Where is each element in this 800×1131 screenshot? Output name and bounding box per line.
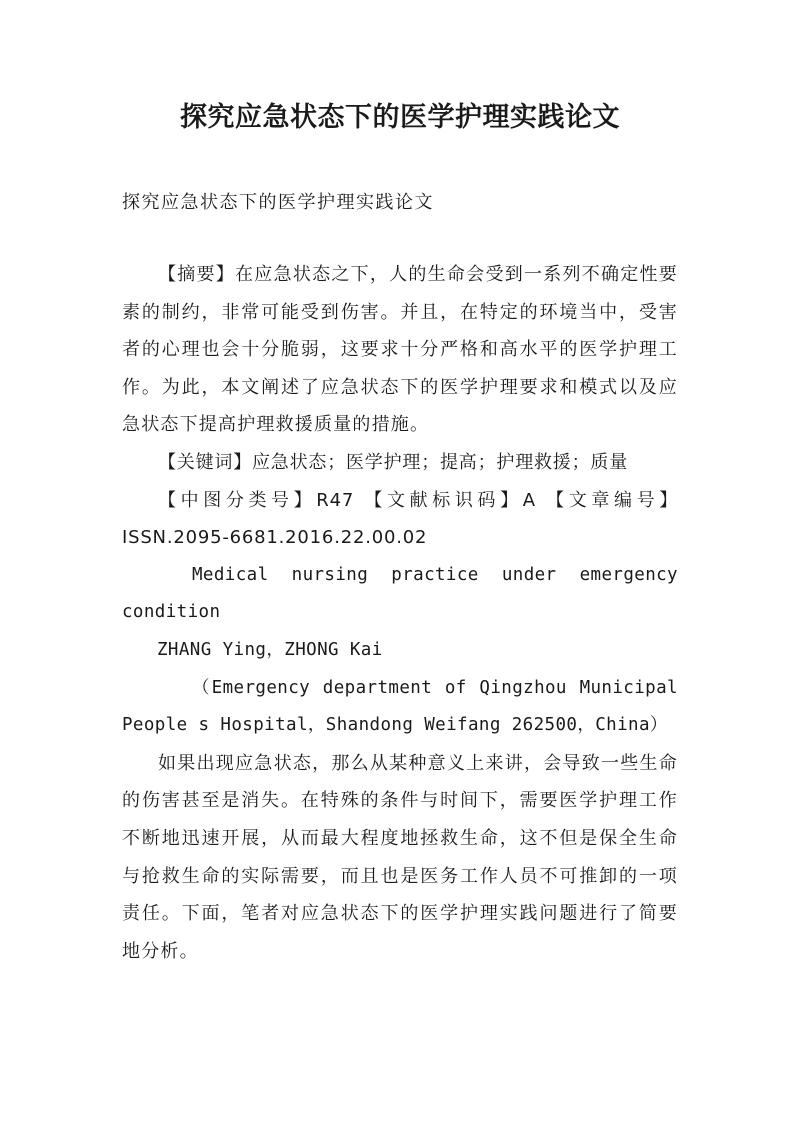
intro-paragraph: 如果出现应急状态，那么从某种意义上来讲，会导致一些生命的伤害甚至是消失。在特殊的条件与时间下，需要医学护理工作不断地迅速开展，从而最大程度地拯救生命，这不但是保全生命与抢救生命的实际需要，而且也是医务工作人员不可推卸的一项责任。下面，笔者对应急状态下的医学护理实践问题进行了简要地分析。: [122, 752, 678, 962]
document-title: 探究应急状态下的医学护理实践论文: [180, 102, 620, 133]
abstract-paragraph: 【摘要】在应急状态之下，人的生命会受到一系列不确定性要素的制约，非常可能受到伤害。并且，在特定的环境当中，受害者的心理也会十分脆弱，这要求十分严格和高水平的医学护理工作。为此，本文阐述了应急状态下的医学护理要求和模式以及应急状态下提高护理救援质量的措施。: [122, 264, 678, 436]
document-body: [122, 256, 678, 970]
affiliation-line: （Emergency department of Qingzhou Municipal People s Hospital，Shandong Weifang 262500，China）: [122, 677, 678, 736]
keywords-paragraph: 【关键词】应急状态；医学护理；提高；护理救援；质量: [158, 451, 628, 473]
english-title: Medical nursing practice under emergency condition: [122, 564, 678, 623]
classification-paragraph: 【中图分类号】R47 【文献标识码】A 【文章编号】ISSN.2095-6681.2016.22.00.02: [122, 489, 678, 549]
document-subtitle: 探究应急状态下的医学护理实践论文: [122, 192, 434, 213]
authors-line: ZHANG Ying，ZHONG Kai: [157, 639, 383, 660]
